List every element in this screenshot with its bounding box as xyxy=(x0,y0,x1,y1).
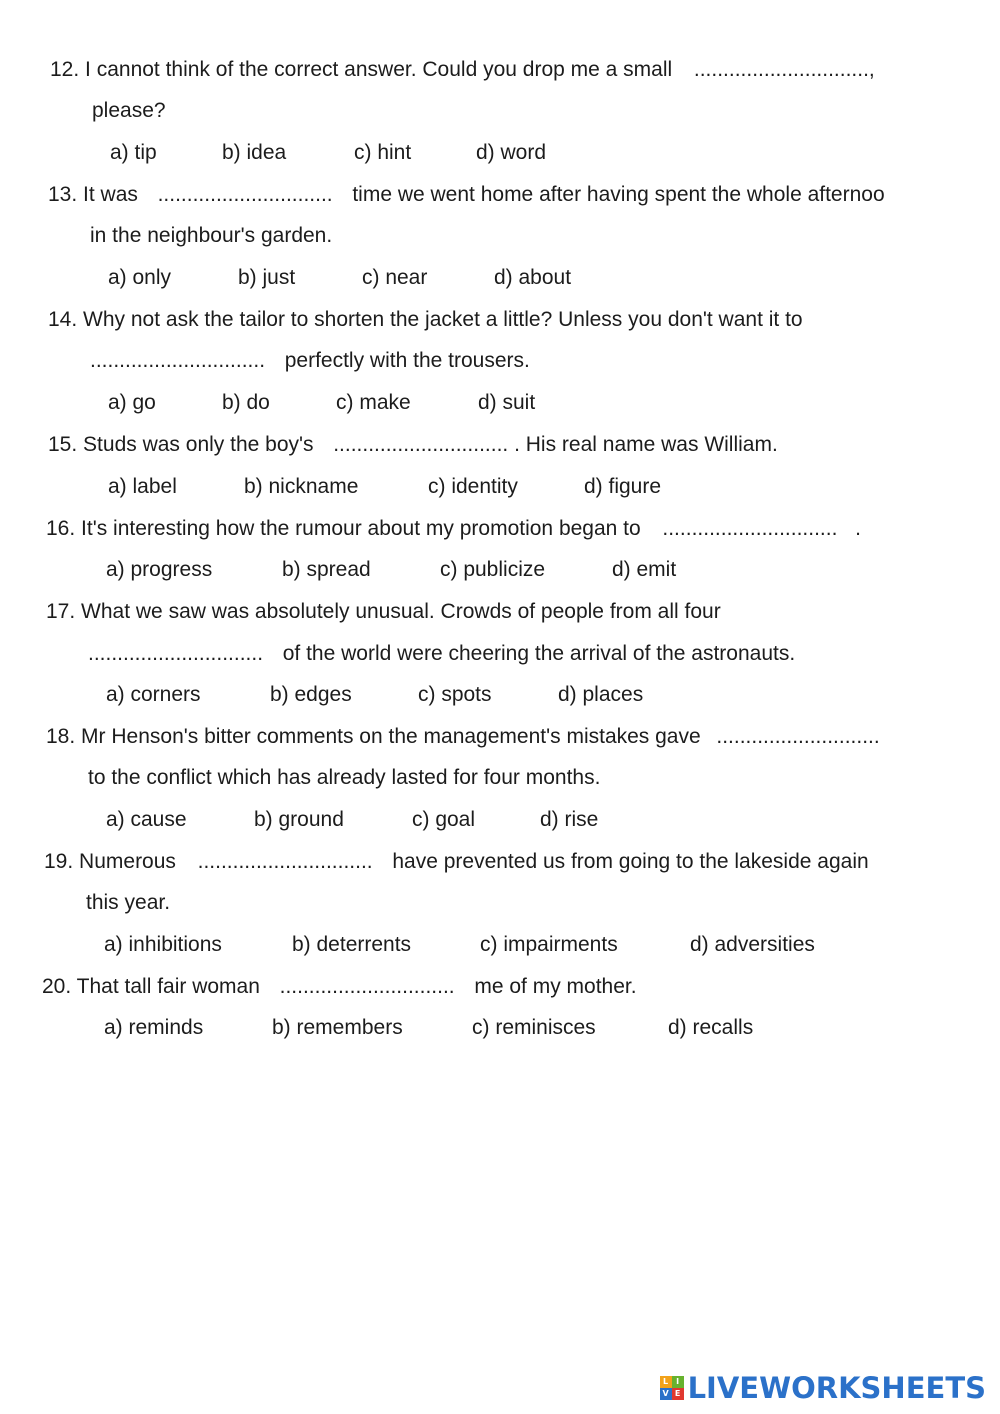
question-text: It was xyxy=(83,183,138,206)
option-c[interactable]: c) reminisces xyxy=(472,1016,596,1039)
logo-letter-e: E xyxy=(672,1388,684,1400)
answer-blank[interactable]: .............................. xyxy=(157,183,333,206)
question-text: of the world were cheering the arrival of the astronauts. xyxy=(282,642,796,665)
option-b[interactable]: b) idea xyxy=(222,141,287,164)
answer-blank[interactable]: ............................ xyxy=(716,725,880,748)
question-number: 19. xyxy=(44,850,74,873)
answer-blank[interactable]: .............................., xyxy=(693,58,875,81)
option-b[interactable]: b) just xyxy=(238,266,296,289)
liveworksheets-logo-icon xyxy=(660,1376,684,1400)
option-d[interactable]: d) recalls xyxy=(668,1016,754,1039)
question-text: I cannot think of the correct answer. Could you drop me a small xyxy=(85,58,673,81)
question-text: . His real name was William. xyxy=(514,433,778,456)
question-text: Mr Henson's bitter comments on the management's mistakes gave xyxy=(81,725,701,748)
question-18-line-2: to the conflict which has already lasted for four months. xyxy=(88,766,601,789)
question-17-line-1 xyxy=(46,598,721,626)
question-text: Why not ask the tailor to shorten the jacket a little? Unless you don't want it to xyxy=(83,308,803,331)
option-c[interactable]: c) identity xyxy=(428,475,518,498)
question-16-line-1 xyxy=(46,515,861,543)
option-b[interactable]: b) nickname xyxy=(244,475,359,498)
answer-blank[interactable]: .............................. xyxy=(197,850,373,873)
option-a[interactable]: a) corners xyxy=(106,683,201,706)
option-d[interactable]: d) rise xyxy=(540,808,599,831)
option-d[interactable]: d) adversities xyxy=(690,933,815,956)
question-19-line-2: this year. xyxy=(86,891,171,914)
question-12-line-1 xyxy=(50,56,875,84)
option-b[interactable]: b) edges xyxy=(270,683,352,706)
option-a[interactable]: a) cause xyxy=(106,808,187,831)
question-20-line-1 xyxy=(42,973,637,1001)
question-text: That tall fair woman xyxy=(76,975,260,998)
option-c[interactable]: c) spots xyxy=(418,683,492,706)
question-number: 14. xyxy=(48,308,78,331)
question-number: 16. xyxy=(46,517,76,540)
option-b[interactable]: b) ground xyxy=(254,808,344,831)
question-17-line-2 xyxy=(88,640,795,668)
option-c[interactable]: c) publicize xyxy=(440,558,546,581)
question-text: It's interesting how the rumour about my promotion began to xyxy=(81,517,641,540)
logo-letter-l: L xyxy=(660,1376,672,1388)
question-number: 15. xyxy=(48,433,78,456)
question-text: time we went home after having spent the whole afternoo xyxy=(352,183,885,206)
option-b[interactable]: b) spread xyxy=(282,558,371,581)
question-number: 18. xyxy=(46,725,76,748)
question-15-line-1 xyxy=(48,431,778,459)
option-b[interactable]: b) remembers xyxy=(272,1016,403,1039)
option-d[interactable]: d) word xyxy=(476,141,547,164)
question-12-line-2: please? xyxy=(92,99,166,122)
option-c[interactable]: c) hint xyxy=(354,141,412,164)
logo-letter-v: V xyxy=(660,1388,672,1400)
question-text: . xyxy=(855,517,861,540)
option-a[interactable]: a) progress xyxy=(106,558,213,581)
question-number: 20. xyxy=(42,975,72,998)
option-d[interactable]: d) places xyxy=(558,683,644,706)
question-number: 17. xyxy=(46,600,76,623)
question-text: Numerous xyxy=(79,850,176,873)
question-14-line-1 xyxy=(48,306,803,334)
liveworksheets-logo xyxy=(660,1368,986,1408)
question-number: 12. xyxy=(50,58,80,81)
question-13-line-1 xyxy=(48,181,885,209)
answer-blank[interactable]: .............................. xyxy=(662,517,838,540)
option-a[interactable]: a) reminds xyxy=(104,1016,204,1039)
question-text: me of my mother. xyxy=(474,975,637,998)
answer-blank[interactable]: .............................. xyxy=(279,975,455,998)
option-b[interactable]: b) deterrents xyxy=(292,933,412,956)
answer-blank[interactable]: .............................. xyxy=(88,642,264,665)
answer-blank[interactable]: .............................. xyxy=(90,349,266,372)
question-18-line-1 xyxy=(46,723,880,751)
option-d[interactable]: d) about xyxy=(494,266,572,289)
question-13-line-2: in the neighbour's garden. xyxy=(90,224,333,247)
option-a[interactable]: a) only xyxy=(108,266,172,289)
logo-text: LIVEWORKSHEETS xyxy=(687,1371,986,1405)
question-text: Studs was only the boy's xyxy=(83,433,314,456)
option-a[interactable]: a) label xyxy=(108,475,177,498)
option-a[interactable]: a) go xyxy=(108,391,156,414)
logo-letter-i: I xyxy=(672,1376,684,1388)
question-14-line-2 xyxy=(90,347,530,375)
option-c[interactable]: c) goal xyxy=(412,808,476,831)
question-text: have prevented us from going to the lakeside again xyxy=(392,850,869,873)
option-d[interactable]: d) figure xyxy=(584,475,662,498)
question-19-line-1 xyxy=(44,848,869,876)
option-a[interactable]: a) tip xyxy=(110,141,157,164)
option-a[interactable]: a) inhibitions xyxy=(104,933,222,956)
question-text: perfectly with the trousers. xyxy=(284,349,530,372)
option-b[interactable]: b) do xyxy=(222,391,270,414)
question-text: What we saw was absolutely unusual. Crowds of people from all four xyxy=(81,600,721,623)
option-c[interactable]: c) near xyxy=(362,266,428,289)
option-d[interactable]: d) suit xyxy=(478,391,536,414)
answer-blank[interactable]: .............................. xyxy=(333,433,509,456)
question-number: 13. xyxy=(48,183,78,206)
option-c[interactable]: c) impairments xyxy=(480,933,618,956)
option-d[interactable]: d) emit xyxy=(612,558,677,581)
option-c[interactable]: c) make xyxy=(336,391,411,414)
